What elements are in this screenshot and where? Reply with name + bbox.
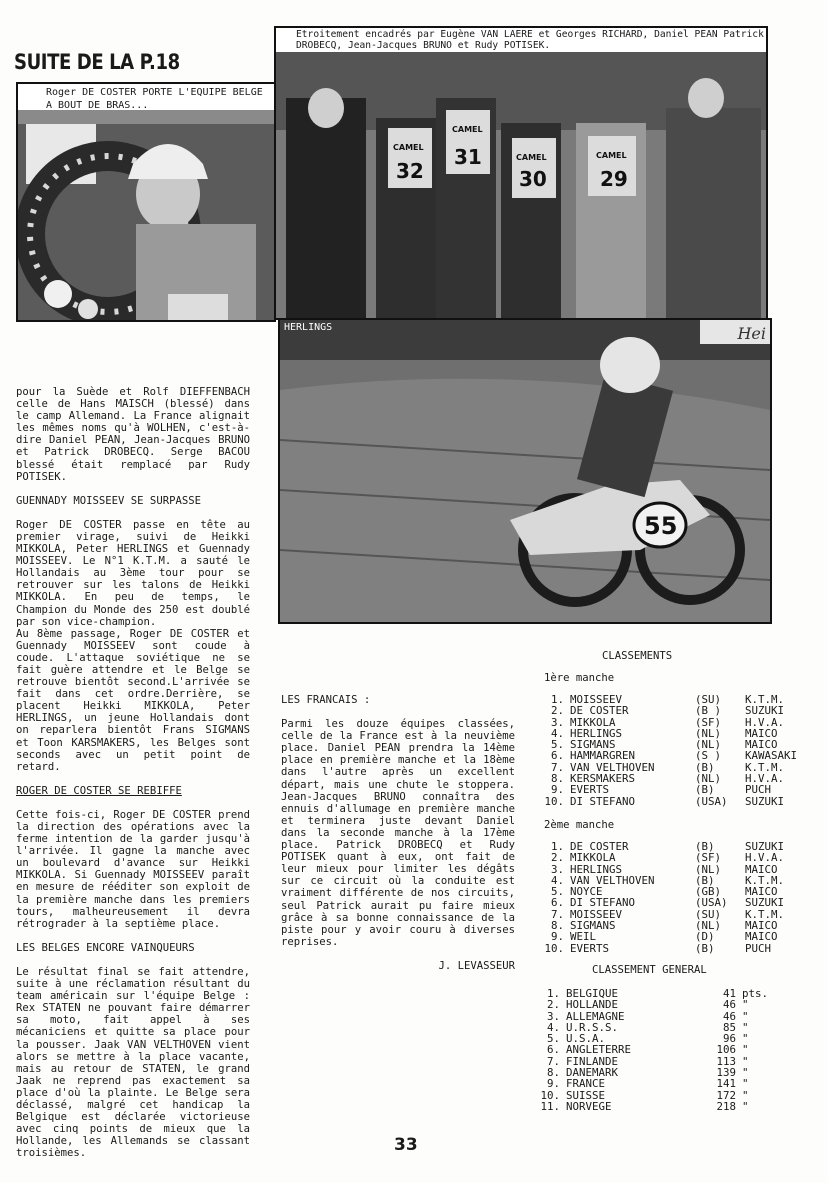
result-make: MAICO: [745, 738, 778, 752]
result-make: MAICO: [745, 726, 778, 740]
general-unit: ": [742, 1099, 749, 1113]
result-position: 6.: [550, 896, 564, 910]
result-rider: HERLINGS: [570, 862, 623, 876]
bib-2: 31: [454, 145, 482, 169]
result-nation: (NL): [695, 738, 722, 752]
classements-title: CLASSEMENTS: [602, 650, 673, 662]
general-row: [540, 1078, 820, 1089]
result-nation: (NL): [695, 726, 722, 740]
general-country: U.S.A.: [566, 1032, 606, 1046]
general-position: 9.: [546, 1077, 560, 1091]
general-position: 3.: [546, 1009, 560, 1023]
general-points: 139: [716, 1066, 736, 1080]
result-position: 3.: [550, 862, 564, 876]
result-make: K.T.M.: [745, 907, 785, 921]
result-row: [540, 705, 820, 716]
general-country: FRANCE: [566, 1077, 606, 1091]
result-position: 2.: [550, 704, 564, 718]
section-heading: LES BELGES ENCORE VAINQUEURS: [16, 941, 195, 954]
result-nation: (SU): [695, 907, 722, 921]
result-rider: KERSMAKERS: [570, 772, 636, 786]
general-position: 6.: [546, 1043, 560, 1057]
result-row: [540, 784, 820, 795]
manche2-table: [540, 841, 820, 954]
general-country: ALLEMAGNE: [566, 1009, 625, 1023]
general-points: 46: [722, 1009, 736, 1023]
result-position: 7.: [550, 907, 564, 921]
general-position: 5.: [546, 1032, 560, 1046]
result-rider: MOISSEEV: [570, 907, 623, 921]
result-rider: MIKKOLA: [570, 851, 616, 865]
result-make: MAICO: [745, 919, 778, 933]
general-position: 11.: [540, 1099, 560, 1113]
general-position: 4.: [546, 1020, 560, 1034]
result-rider: VAN VELTHOVEN: [570, 873, 655, 887]
photo-herlings-banner: Hei: [737, 324, 766, 343]
result-rider: SIGMANS: [570, 738, 616, 752]
general-position: 10.: [540, 1088, 560, 1102]
general-points: 46: [722, 998, 736, 1012]
result-nation: (SF): [695, 715, 722, 729]
result-row: [540, 796, 820, 807]
result-make: PUCH: [745, 941, 772, 955]
photo-de-coster: [16, 82, 276, 322]
result-position: 10.: [544, 941, 564, 955]
general-points: 96: [722, 1032, 736, 1046]
result-position: 1.: [550, 693, 564, 706]
result-make: K.T.M.: [745, 760, 785, 774]
section-heading: GUENNADY MOISSEEV SE SURPASSE: [16, 494, 201, 507]
result-make: SUZUKI: [745, 794, 785, 808]
general-country: ANGLETERRE: [566, 1043, 632, 1057]
photo-team: [274, 26, 768, 320]
result-position: 10.: [544, 794, 564, 808]
result-nation: (B ): [695, 704, 722, 718]
manche2-title: 2ème manche: [544, 818, 615, 831]
result-nation: (NL): [695, 919, 722, 933]
article-paragraph: Cette fois-ci, Roger DE COSTER prend la direction des opérations avec la ferme intention de la garder jusqu'à l'arrivée. Il gagne la manche avec un boulevard d'avance sur Heikki MIKKOLA. Si Guennady MOISSEEV paraît en mesure de rééditer son exploit de la première manche dans les premiers tours, malheureusement il devra rétrograder à la septième place.: [16, 808, 250, 930]
bib-brand-2: CAMEL: [452, 125, 483, 134]
caption-text: Etroitement encadrés par Eugène VAN LAERE et Georges RICHARD, Daniel PEAN Patrick DROBECQ, Jean-Jacques BRUNO et Rudy POTISEK.: [296, 29, 764, 51]
bib-brand-3: CAMEL: [516, 153, 547, 162]
general-row: [540, 999, 820, 1010]
article-paragraph: Roger DE COSTER passe en tête au premier virage, suivi de Heikki MIKKOLA, Peter HERLINGS et Guennady MOISSEEV. Le N°1 K.T.M. a sauté le Hollandais au 3ème tour pour se retrouver sur les talons de Heikki MIKKOLA. En peu de temps, le Champion du Monde des 250 est doublé par son vice-champion.: [16, 518, 250, 628]
general-country: U.R.S.S.: [566, 1020, 619, 1034]
result-nation: (SF): [695, 851, 722, 865]
result-position: 1.: [550, 839, 564, 853]
result-rider: EVERTS: [570, 783, 610, 797]
result-nation: (GB): [695, 885, 722, 899]
result-position: 4.: [550, 873, 564, 887]
general-unit: ": [742, 1009, 749, 1023]
article-paragraph: Parmi les douze équipes classées, celle de la France est à la neuvième place. Daniel PEAN prendra la 14ème place en première manche et la 18ème dans l'autre après un excellent départ, mais une chute le stoppera. Jean-Jacques BRUNO connaîtra des ennuis d'allumage en première manche et terminera juste devant Daniel dans la seconde manche à la 17ème place. Patrick DROBECQ et Rudy POTISEK quant à eux, ont fait de leur mieux pour limiter les dégâts sur ce circuit où la conduite est vraiment différente de nos circuits, seul Patrick aurait pu faire mieux grâce à sa bonne connaissance de la piste pour y avoir couru à diverses reprises.: [281, 718, 515, 948]
result-nation: (SU): [695, 693, 722, 706]
article-author: J. LEVASSEUR: [438, 959, 515, 972]
result-row: [540, 931, 820, 942]
result-position: 8.: [550, 919, 564, 933]
general-points: 106: [716, 1043, 736, 1057]
result-nation: (NL): [695, 862, 722, 876]
general-unit: ": [742, 1032, 749, 1046]
result-rider: DE COSTER: [570, 704, 629, 718]
photo-de-coster-caption: [18, 84, 274, 110]
result-position: 4.: [550, 726, 564, 740]
general-points: 85: [722, 1020, 736, 1034]
result-nation: (B): [695, 839, 715, 853]
result-position: 8.: [550, 772, 564, 786]
result-rider: NOYCE: [570, 885, 603, 899]
result-nation: (USA): [695, 896, 728, 910]
result-make: MAICO: [745, 862, 778, 876]
result-row: [540, 852, 820, 863]
photo-de-coster-image: [18, 84, 274, 320]
caption-text: Roger DE COSTER PORTE L'EQUIPE BELGE A BOUT DE BRAS...: [46, 87, 263, 111]
result-make: K.T.M.: [745, 693, 785, 706]
photo-herlings-image: [280, 320, 770, 622]
page-headline: SUITE DE LA P.18: [14, 50, 180, 74]
article-paragraph: Le résultat final se fait attendre, suite à une réclamation résultant du team américain sur l'équipe Belge : Rex STATEN ne pouvant faire démarrer sa moto, fait appel à ses mécaniciens et quitte sa place pour la pousser. Jaak VAN VELTHOVEN vient alors se mettre à la place vacante, mais au retour de STATEN, le grand Jaak ne reprend pas exactement sa place d'où la plainte. Le Belge sera déclassé, malgré cet handicap la Belgique est déclarée victorieuse avec cinq points de mieux que la Hollande, les Allemands se classant troisièmes.: [16, 965, 250, 1160]
result-rider: DI STEFANO: [570, 896, 636, 910]
general-points: 113: [716, 1054, 736, 1068]
general-country: NORVEGE: [566, 1099, 612, 1113]
result-make: KAWASAKI: [745, 749, 798, 763]
result-make: H.V.A.: [745, 772, 785, 786]
result-rider: VAN VELTHOVEN: [570, 760, 655, 774]
photo-herlings-caption: HERLINGS: [284, 322, 333, 333]
section-heading: LES FRANCAIS :: [281, 694, 371, 706]
result-rider: MIKKOLA: [570, 715, 616, 729]
general-unit: ": [742, 1054, 749, 1068]
result-make: SUZUKI: [745, 704, 785, 718]
result-make: MAICO: [745, 930, 778, 944]
page-number: 33: [394, 1135, 418, 1155]
general-points: 141: [716, 1077, 736, 1091]
general-position: 7.: [546, 1054, 560, 1068]
section-heading: ROGER DE COSTER SE REBIFFE: [16, 784, 182, 797]
result-row: [540, 943, 820, 954]
bib-brand-4: CAMEL: [596, 151, 627, 160]
manche1-title: 1ère manche: [544, 672, 615, 684]
result-position: 5.: [550, 738, 564, 752]
general-table: [540, 988, 820, 1112]
general-title: CLASSEMENT GENERAL: [592, 963, 707, 976]
result-nation: (B): [695, 783, 715, 797]
result-rider: DI STEFANO: [570, 794, 636, 808]
bib-brand-1: CAMEL: [393, 143, 424, 152]
classements-block: [540, 650, 820, 1112]
result-make: SUZUKI: [745, 896, 785, 910]
general-points: 41: [722, 986, 736, 1000]
general-row: [540, 1101, 820, 1112]
result-nation: (B): [695, 873, 715, 887]
result-rider: MOISSEEV: [570, 693, 623, 706]
general-country: SUISSE: [566, 1088, 606, 1102]
general-unit: ": [742, 1066, 749, 1080]
general-position: 1.: [546, 986, 560, 1000]
general-country: FINLANDE: [566, 1054, 619, 1068]
result-position: 2.: [550, 851, 564, 865]
result-nation: (B): [695, 941, 715, 955]
result-position: 9.: [550, 930, 564, 944]
general-position: 2.: [546, 998, 560, 1012]
result-nation: (S ): [695, 749, 722, 763]
photo-team-image: [276, 28, 766, 318]
general-unit: ": [742, 1043, 749, 1057]
result-make: H.V.A.: [745, 851, 785, 865]
general-country: HOLLANDE: [566, 998, 619, 1012]
general-position: 8.: [546, 1066, 560, 1080]
result-position: 6.: [550, 749, 564, 763]
general-unit: ": [742, 1020, 749, 1034]
article-paragraph: Au 8ème passage, Roger DE COSTER et Guennady MOISSEEV sont coude à coude. L'attaque soviétique ne se fait guère attendre et le Belge se retrouve bientôt second.L'arrivée se fait dans cet ordre.Derrière, se placent Heikki MIKKOLA, Peter HERLINGS, un jeune Hollandais dont on reparlera bientôt Frans SIGMANS et Toon KARSMAKERS, les Belges sont seconds avec un petit point de retard.: [16, 627, 250, 773]
result-make: H.V.A.: [745, 715, 785, 729]
general-points: 218: [716, 1099, 736, 1113]
result-make: PUCH: [745, 783, 772, 797]
bib-1: 32: [396, 159, 424, 183]
result-position: 9.: [550, 783, 564, 797]
result-nation: (B): [695, 760, 715, 774]
result-make: SUZUKI: [745, 839, 785, 853]
result-make: K.T.M.: [745, 873, 785, 887]
general-unit: ": [742, 1088, 749, 1102]
bib-3: 30: [519, 167, 547, 191]
general-unit: pts.: [742, 986, 769, 1000]
photo-team-caption: [276, 28, 766, 52]
result-rider: HAMMARGREN: [570, 749, 636, 763]
result-rider: DE COSTER: [570, 839, 629, 853]
article-paragraph: pour la Suède et Rolf DIEFFENBACH celle de Hans MAISCH (blessé) dans le camp Allemand. La France alignait les mêmes noms qu'à WOLHEN, c'est-à-dire Daniel PEAN, Jean-Jacques BRUNO et Patrick DROBECQ. Serge BACOU blessé était remplacé par Rudy POTISEK.: [16, 386, 250, 483]
general-unit: ": [742, 1077, 749, 1091]
general-country: DANEMARK: [566, 1066, 619, 1080]
result-rider: EVERTS: [570, 941, 610, 955]
result-rider: SIGMANS: [570, 919, 616, 933]
article-left-column: [16, 386, 250, 1159]
general-country: BELGIQUE: [566, 986, 619, 1000]
result-position: 3.: [550, 715, 564, 729]
result-position: 7.: [550, 760, 564, 774]
result-nation: (NL): [695, 772, 722, 786]
result-nation: (D): [695, 930, 715, 944]
result-rider: HERLINGS: [570, 726, 623, 740]
general-unit: ": [742, 998, 749, 1012]
result-make: MAICO: [745, 885, 778, 899]
general-points: 172: [716, 1088, 736, 1102]
result-position: 5.: [550, 885, 564, 899]
race-plate-number: 55: [644, 512, 678, 540]
photo-herlings: [278, 318, 772, 624]
article-mid-column: [281, 694, 515, 972]
manche1-table: [540, 694, 820, 807]
bib-4: 29: [600, 167, 628, 191]
result-rider: WEIL: [570, 930, 597, 944]
result-nation: (USA): [695, 794, 728, 808]
